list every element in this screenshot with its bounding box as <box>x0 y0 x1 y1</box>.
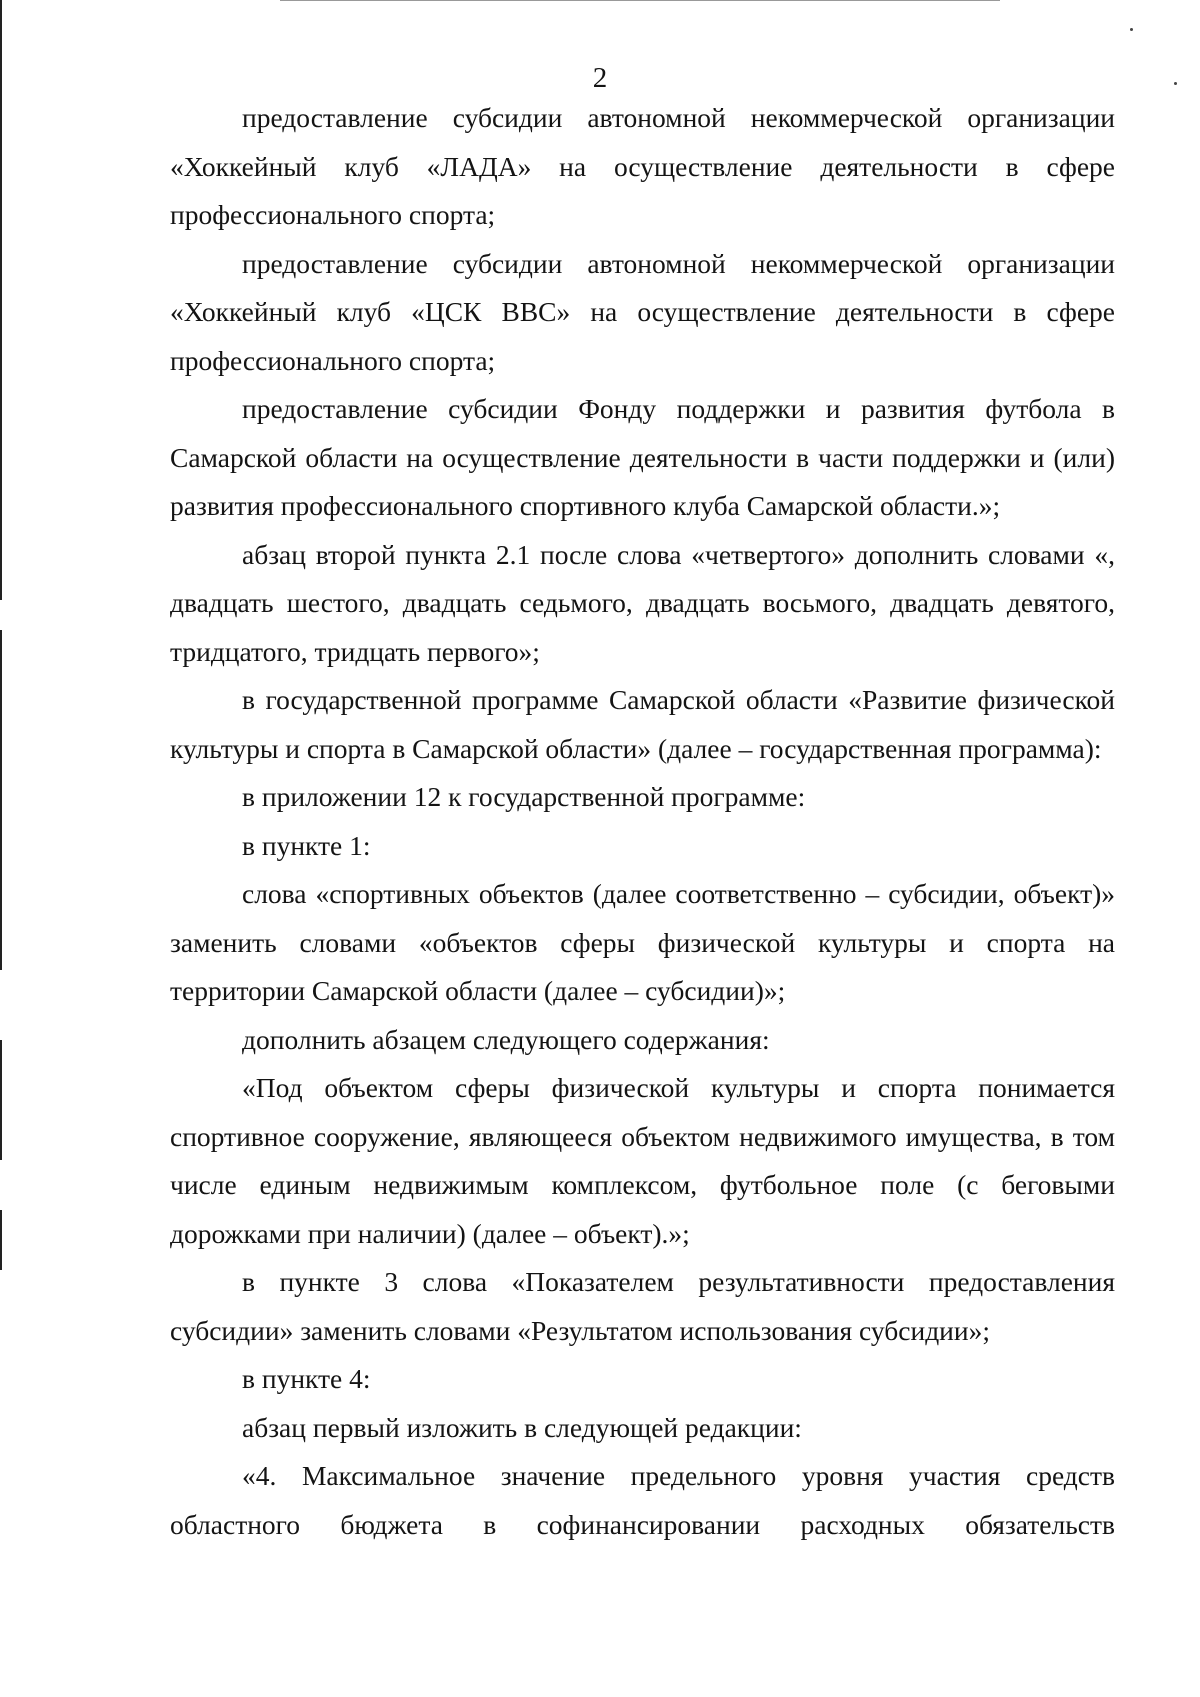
paragraph: предоставление субсидии автономной некоммерческой организации «Хоккейный клуб «ЛАДА» на осуществление деятельности в сфере профессионального спорта; <box>170 102 1115 230</box>
page-number: 2 <box>592 62 608 94</box>
document-body <box>170 94 1115 1549</box>
paragraph: предоставление субсидии Фонду поддержки и развития футбола в Самарской области на осуществление деятельности в части поддержки и (или) развития профессионального спортивного клуба Самарской области.»; <box>170 393 1115 521</box>
paragraph: в пункте 3 слова «Показателем результативности предоставления субсидии» заменить словами «Результатом использования субсидии»; <box>170 1266 1115 1346</box>
paragraph: предоставление субсидии автономной некоммерческой организации «Хоккейный клуб «ЦСК ВВС» на осуществление деятельности в сфере профессионального спорта; <box>170 247 1115 376</box>
paragraph: «Под объектом сферы физической культуры и спорта понимается спортивное сооружение, являющееся объектом недвижимого имущества, в том числе единым недвижимым комплексом, футбольное поле (с беговыми дорожками при наличии) (далее – объект).»; <box>170 1072 1115 1249</box>
paragraph: абзац первый изложить в следующей редакции: <box>242 1411 802 1443</box>
paragraph: в государственной программе Самарской области «Развитие физической культуры и спорта в Самарской области» (далее – государственная программа): <box>170 684 1115 764</box>
paragraph: в приложении 12 к государственной программе: <box>242 781 806 812</box>
paragraph-line: «4. Максимальное значение предельного уровня участия средств <box>242 1460 1115 1491</box>
scan-left-edge-mark <box>0 1040 2 1160</box>
paragraph-continued <box>170 1452 1115 1549</box>
paragraph: слова «спортивных объектов (далее соответственно – субсидии, объект)» заменить словами «объектов сферы физической культуры и спорта на территории Самарской области (далее – субсидии)»; <box>170 878 1115 1006</box>
scan-left-edge-mark <box>0 630 2 970</box>
scan-speck <box>1130 28 1133 31</box>
scan-left-edge-mark <box>0 1210 2 1270</box>
paragraph: в пункте 1: <box>242 829 371 861</box>
paragraph: в пункте 4: <box>242 1363 371 1394</box>
scan-top-edge-line <box>280 0 1000 1</box>
paragraph-line: областного бюджета в софинансировании расходных обязательств <box>170 1508 1115 1540</box>
paragraph: дополнить абзацем следующего содержания: <box>242 1023 770 1055</box>
paragraph: абзац второй пункта 2.1 после слова «четвертого» дополнить словами «, двадцать шестого, двадцать седьмого, двадцать восьмого, двадцать девятого, тридцатого, тридцать первого»; <box>170 538 1115 667</box>
